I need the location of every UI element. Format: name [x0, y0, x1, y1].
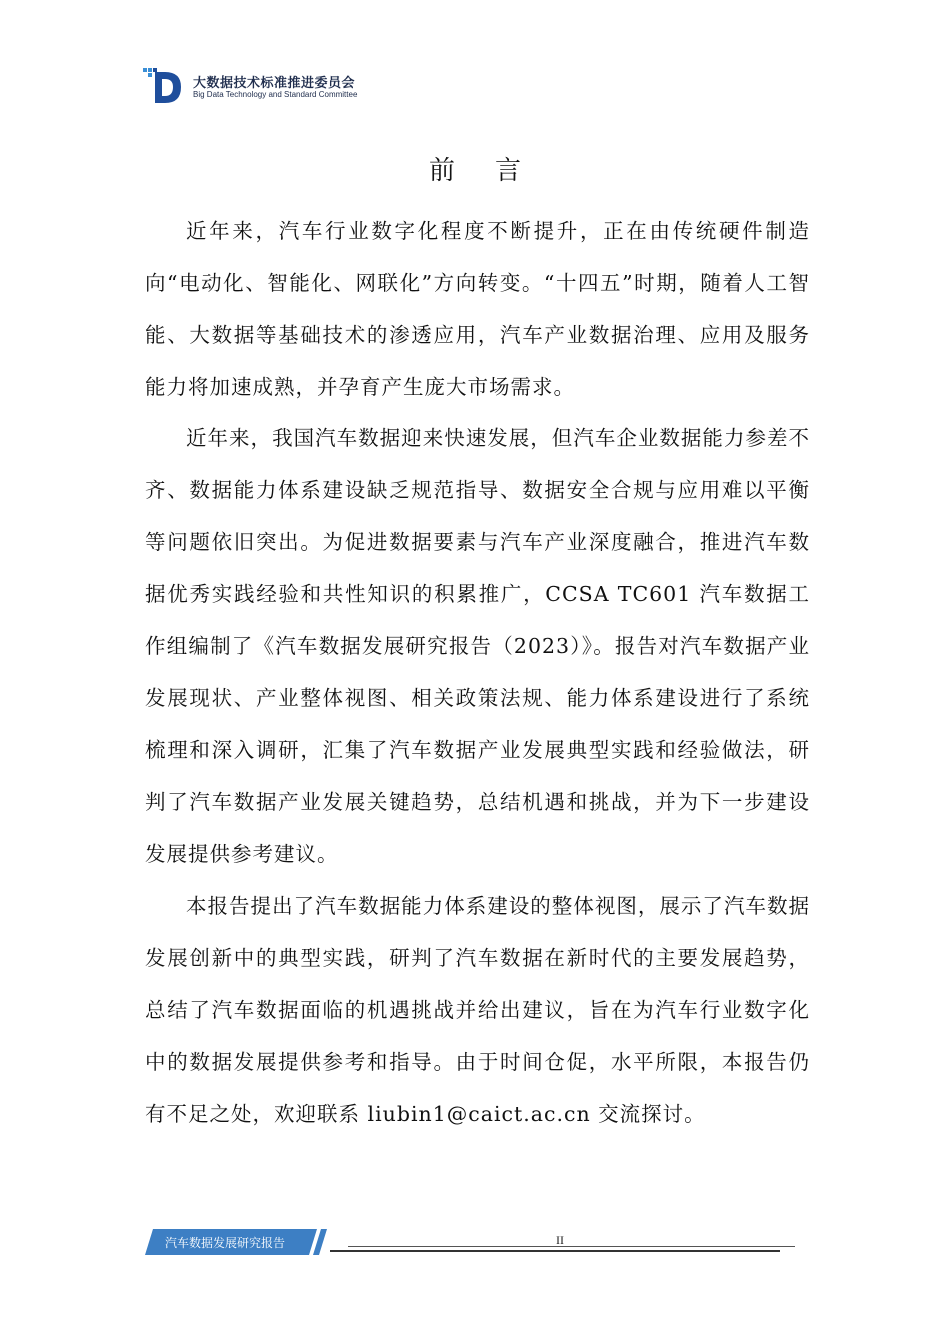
page-title: 前言	[428, 156, 561, 186]
footer-divider-bottom	[330, 1250, 780, 1252]
org-name-en: Big Data Technology and Standard Committee	[193, 90, 358, 99]
org-name-cn: 大数据技术标准推进委员会	[193, 76, 356, 91]
page-number: II	[556, 1233, 564, 1247]
footer-report-name: 汽车数据发展研究报告	[165, 1236, 286, 1250]
paragraph-2: 近年来，我国汽车数据迎来快速发展，但汽车企业数据能力参差不齐、数据能力体系建设缺乏规范指导、数据安全合规与应用难以平衡等问题依旧突出。为促进数据要素与汽车产业深度融合，推进汽车数据优秀实践经验和共性知识的积累推广，CCSA TC601 汽车数据工作组编制了《汽车数据发展研究报告（2023）》。报告对汽车数据产业发展现状、产业整体视图、相关政策法规、能力体系建设进行了系统梳理和深入调研，汇集了汽车数据产业发展典型实践和经验做法，研判了汽车数据产业发展关键趋势，总结机遇和挑战，并为下一步建设发展提供参考建议。	[145, 426, 810, 866]
committee-logo-icon	[143, 66, 187, 106]
header-logo	[143, 66, 383, 106]
footer-report-tab	[145, 1229, 335, 1255]
paragraph-3: 本报告提出了汽车数据能力体系建设的整体视图，展示了汽车数据发展创新中的典型实践，研判了汽车数据在新时代的主要发展趋势，总结了汽车数据面临的机遇挑战并给出建议，旨在为汽车行业数字化中的数据发展提供参考和指导。由于时间仓促，水平所限，本报告仍有不足之处，欢迎联系 liubin1@caict.ac.cn 交流探讨。	[145, 894, 810, 1126]
paragraph-1: 近年来，汽车行业数字化程度不断提升，正在由传统硬件制造向“电动化、智能化、网联化”方向转变。“十四五”时期，随着人工智能、大数据等基础技术的渗透应用，汽车产业数据治理、应用及服务能力将加速成熟，并孕育产生庞大市场需求。	[145, 219, 810, 399]
